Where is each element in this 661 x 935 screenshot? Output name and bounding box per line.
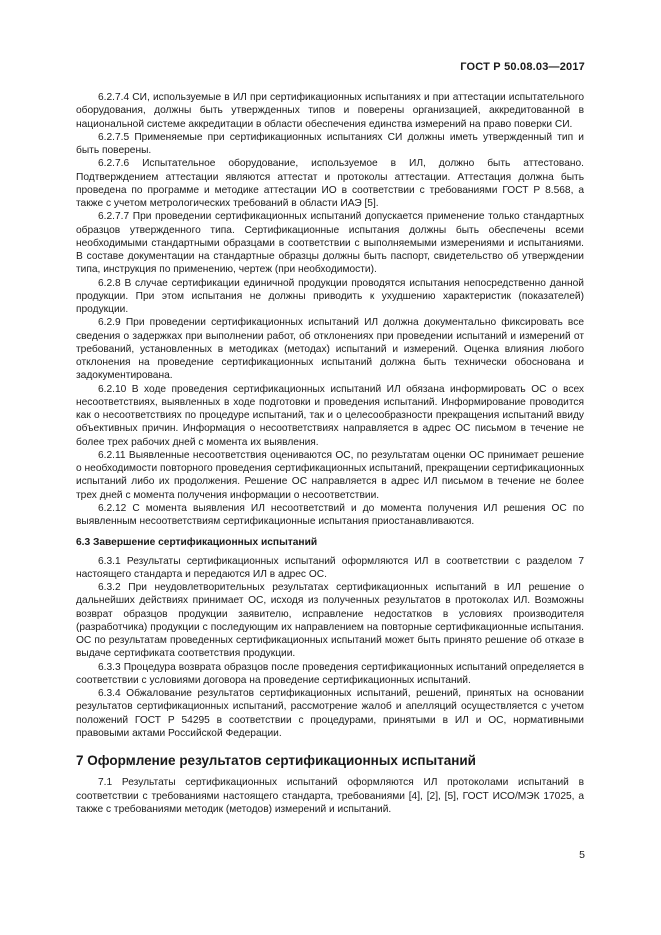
paragraph-group-6-3 xyxy=(76,555,584,741)
paragraph: 6.2.7.7 При проведении сертификационных испытаний допускается применение только стандартных образцов утвержденного типа. Сертификационные испытания должны быть обеспечены всеми необходимыми стандартными образцами в соответствии с выполняемыми измерениями и испытаниями. В составе документации на стандартные образцы должны быть паспорт, свидетельство об утверждении типа, инструкция по применению, чертеж (при необходимости). xyxy=(76,211,584,276)
paragraph: 6.2.7.4 СИ, используемые в ИЛ при сертификационных испытаниях и при аттестации испытательного оборудования, должны быть утвержденных типов и поверены организацией, аккредитованной в национальной системе аккредитации в области обеспечения единства измерений на право поверки СИ. xyxy=(76,92,584,130)
document-body xyxy=(76,91,584,816)
paragraph-group-6-2 xyxy=(76,91,584,528)
paragraph: 6.3.3 Процедура возврата образцов после проведения сертификационных испытаний определяется в соответствии с условиями договора на проведение сертификационных испытаний. xyxy=(76,661,584,686)
paragraph: 6.2.8 В случае сертификации единичной продукции проводятся испытания непосредственно данной продукции. При этом испытания не должны приводить к ухудшению характеристик (показателей) продукции. xyxy=(76,277,584,315)
paragraph: 6.3.2 При неудовлетворительных результатах сертификационных испытаний в ИЛ решение о дальнейших действиях принимает ОС, исходя из полученных результатов в протоколах ИЛ. Возможны возврат образцов продукции заявителю, исправление недостатков в условиях производителя (разработчика) продукции с последующим их направлением на повторные сертификационные испытания. ОС по результатам проведенных сертификационных испытаний может быть принято решение об отказе в выдаче сертификата соответствия продукции. xyxy=(76,582,584,660)
paragraph: 7.1 Результаты сертификационных испытаний оформляются ИЛ протоколами испытаний в соответствии с требованиями настоящего стандарта, требованиями [4], [2], [5], ГОСТ ИСО/МЭК 17025, а также с требованиями методик (методов) измерений и испытаний. xyxy=(76,777,584,815)
paragraph: 6.2.7.6 Испытательное оборудование, используемое в ИЛ, должно быть аттестовано. Подтверждением аттестации являются аттестат и протоколы аттестации. Аттестация должна быть проведена по программе и методике аттестации ИО в соответствии с требованиями ГОСТ Р 8.568, а также с учетом метрологических требований в области ИАЭ [5]. xyxy=(76,158,584,209)
paragraph-group-7 xyxy=(76,776,584,816)
paragraph: 6.2.11 Выявленные несоответствия оцениваются ОС, по результатам оценки ОС принимает решение о необходимости повторного проведения сертификационных испытаний, прекращении сертификационных испытаний либо их продолжения. Решение ОС направляется в адрес ИЛ письмом в течение не более трех дней с момента получения информации о несоответствии. xyxy=(76,449,584,501)
section-heading: 6.3 Завершение сертификационных испытаний xyxy=(76,537,318,549)
page-number: 5 xyxy=(579,849,585,861)
paragraph: 6.2.7.5 Применяемые при сертификационных испытаниях СИ должны иметь утвержденный тип и быть поверены. xyxy=(76,131,584,156)
paragraph: 6.2.9 При проведении сертификационных испытаний ИЛ должна документально фиксировать все сведения о задержках при выполнении работ, об отклонениях при проведении испытаний и измерений от требований, установленных в методиках (методах) испытаний и измерений. Оценка влияния любого отклонения на проведение сертификационных испытаний должна быть технически обоснована и задокументирована. xyxy=(76,317,584,382)
chapter-heading: 7 Оформление результатов сертификационных испытаний xyxy=(76,753,476,768)
paragraph: 6.2.12 С момента выявления ИЛ несоответствий и до момента получения ИЛ решения ОС по выявленным несоответствиям сертификационные испытания приостанавливаются. xyxy=(76,502,584,527)
paragraph: 6.2.10 В ходе проведения сертификационных испытаний ИЛ обязана информировать ОС о всех несоответствиях, выявленных в ходе подготовки и проведения испытаний. Информирование проводится как о несоответствиях по процедуре испытаний, так и о целесообразности прекращения испытаний ввиду объективных причин. Информация о несоответствиях направляется в адрес ОС письмом в течение не более трех рабочих дней с момента их выявления. xyxy=(76,383,584,448)
document-code: ГОСТ Р 50.08.03—2017 xyxy=(460,61,585,73)
paragraph: 6.3.1 Результаты сертификационных испытаний оформляются ИЛ в соответствии с разделом 7 настоящего стандарта и передаются ИЛ в адрес ОС. xyxy=(76,555,584,580)
paragraph: 6.3.4 Обжалование результатов сертификационных испытаний, решений, принятых на основании результатов сертификационных испытаний, рассмотрение жалоб и апелляций осуществляется с учетом положений ГОСТ Р 54295 в соответствии с процедурами, принятыми в ИЛ и ОС, нормативными правовыми актами Российской Федерации. xyxy=(76,688,584,739)
